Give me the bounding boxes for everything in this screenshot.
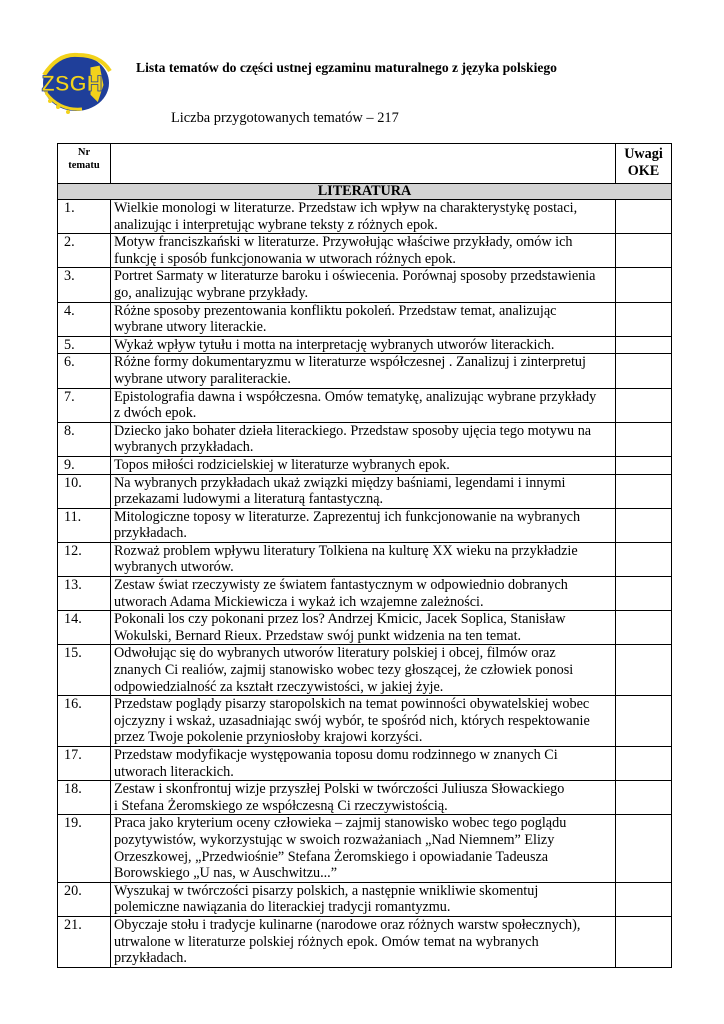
topic-text [111, 645, 616, 696]
table-row [58, 354, 672, 388]
topic-text-line: z dwóch epok. [114, 405, 197, 422]
topic-count: Liczba przygotowanych tematów – 217 [171, 110, 399, 126]
uwagi-cell [616, 611, 672, 645]
uwagi-cell [616, 234, 672, 268]
topic-text [111, 268, 616, 302]
topic-text [111, 577, 616, 611]
topic-text [111, 354, 616, 388]
table-row [58, 815, 672, 882]
table-row [58, 696, 672, 747]
topic-number: 13. [58, 577, 111, 611]
topic-text-line: analizując i interpretując wybrane teksty z różnych epok. [114, 216, 438, 233]
topic-text-line: wybrane utwory literackie. [114, 319, 267, 336]
topic-text-line: Epistolografia dawna i współczesna. Omów tematykę, analizując wybrane przykłady [114, 388, 597, 405]
topic-number: 21. [58, 916, 111, 967]
table-row [58, 542, 672, 576]
topic-text-line: Praca jako kryterium oceny człowieka – zajmij stanowisko wobec tego poglądu [114, 815, 567, 832]
topic-text-line: Wyszukaj w twórczości pisarzy polskich, a następnie wnikliwie skomentuj [114, 882, 539, 899]
uwagi-cell [616, 696, 672, 747]
topic-number: 12. [58, 542, 111, 576]
column-header-nr-line: Nr [77, 147, 91, 158]
table-row [58, 422, 672, 456]
uwagi-cell [616, 747, 672, 781]
table-row [58, 781, 672, 815]
table-row [58, 508, 672, 542]
topic-text-line: przykładach. [114, 525, 187, 542]
table-row [58, 611, 672, 645]
school-logo [38, 45, 114, 119]
topic-text-line: Portret Sarmaty w literaturze baroku i oświecenia. Porównaj sposoby przedstawienia [114, 268, 596, 285]
section-label: LITERATURA [58, 184, 672, 200]
topic-number: 15. [58, 645, 111, 696]
topic-text-line: polemiczne nawiązania do literackiej tradycji romantyzmu. [114, 899, 451, 916]
topic-number: 19. [58, 815, 111, 882]
uwagi-cell [616, 354, 672, 388]
column-header-uwagi-line: OKE [627, 163, 660, 179]
topic-text-line: odpowiedzialność za kształt rzeczywistości, w jakiej żyje. [114, 678, 444, 695]
topic-text-line: Rozważ problem wpływu literatury Tolkiena na kulturę XX wieku na przykładzie [114, 542, 578, 559]
uwagi-cell [616, 542, 672, 576]
uwagi-cell [616, 422, 672, 456]
column-header-nr [58, 144, 111, 184]
uwagi-cell [616, 645, 672, 696]
document-title: Lista tematów do części ustnej egzaminu maturalnego z języka polskiego [136, 60, 557, 75]
topic-text [111, 456, 616, 474]
column-header-nr-line: tematu [68, 160, 100, 171]
topic-text-line: przez Twoje pokolenie przyniosłoby krajowi korzyści. [114, 729, 423, 746]
topic-number: 4. [58, 302, 111, 336]
topic-text [111, 336, 616, 354]
svg-text:ZSGH: ZSGH [41, 71, 103, 96]
topic-text-line: Pokonali los czy pokonani przez los? Andrzej Kmicic, Jacek Soplica, Stanisław [114, 611, 566, 628]
topic-text-line: funkcję i sposób funkcjonowania w utworach różnych epok. [114, 250, 456, 267]
topic-number: 18. [58, 781, 111, 815]
topic-text-line: pozytywistów, wykorzystując w swoich rozważaniach „Nad Niemnem” Elizy [114, 831, 555, 848]
table-row [58, 388, 672, 422]
topic-number: 20. [58, 882, 111, 916]
topic-text-line: Orzeszkowej, „Przedwiośnie” Stefana Żeromskiego i opowiadanie Tadeusza [114, 848, 549, 865]
topic-text [111, 882, 616, 916]
topic-text-line: Zestaw i skonfrontuj wizje przyszłej Polski w twórczości Juliusza Słowackiego [114, 781, 565, 798]
table-row [58, 747, 672, 781]
topic-text [111, 508, 616, 542]
topic-text [111, 474, 616, 508]
column-header-topic [111, 144, 616, 184]
column-header-uwagi [616, 144, 672, 184]
table-row [58, 882, 672, 916]
topic-text-line: go, analizując wybrane przykłady. [114, 284, 309, 301]
topic-text-line: Różne formy dokumentaryzmu w literaturze współczesnej . Zanalizuj i zinterpretuj [114, 354, 586, 371]
topic-text-line: wybrane utwory paraliterackie. [114, 370, 291, 387]
table-row [58, 577, 672, 611]
uwagi-cell [616, 508, 672, 542]
table-row [58, 916, 672, 967]
topic-text [111, 302, 616, 336]
topic-text-line: Różne sposoby prezentowania konfliktu pokoleń. Przedstaw temat, analizując [114, 302, 557, 319]
uwagi-cell [616, 577, 672, 611]
uwagi-cell [616, 388, 672, 422]
topic-text-line: Zestaw świat rzeczywisty ze światem fantastycznym w odpowiednio dobranych [114, 577, 568, 594]
topic-number: 16. [58, 696, 111, 747]
topic-number: 8. [58, 422, 111, 456]
topic-text-line: i Stefana Żeromskiego ze współczesną Ci rzeczywistością. [114, 797, 448, 814]
table-row [58, 200, 672, 234]
topic-text [111, 747, 616, 781]
topic-text-line: wybranych utworów. [114, 559, 234, 576]
table-row [58, 474, 672, 508]
column-header-uwagi-line: Uwagi [624, 146, 663, 162]
topic-text [111, 234, 616, 268]
uwagi-cell [616, 474, 672, 508]
topic-number: 9. [58, 456, 111, 474]
topic-number: 3. [58, 268, 111, 302]
topic-number: 5. [58, 336, 111, 354]
topic-text-line: Na wybranych przykładach ukaż związki między baśniami, legendami i innymi [114, 474, 566, 491]
topic-text-line: przykładach. [114, 950, 187, 967]
uwagi-cell [616, 815, 672, 882]
topic-text-line: ojczyzny i wskaż, uzasadniając swój wybór, te spośród nich, których respektowanie [114, 712, 590, 729]
topic-text [111, 611, 616, 645]
topic-text-line: Obyczaje stołu i tradycje kulinarne (narodowe oraz różnych warstw społecznych), [114, 916, 581, 933]
topics-table [57, 143, 672, 968]
topic-number: 2. [58, 234, 111, 268]
topic-text-line: wybranych przykładach. [114, 439, 254, 456]
topic-text-line: Dziecko jako bohater dzieła literackiego. Przedstaw sposoby ujęcia tego motywu na [114, 422, 592, 439]
topic-text-line: Przedstaw modyfikacje występowania toposu domu rodzinnego w znanych Ci [114, 747, 558, 763]
topic-text-line: Topos miłości rodzicielskiej w literaturze wybranych epok. [114, 456, 450, 473]
table-row [58, 302, 672, 336]
uwagi-cell [616, 336, 672, 354]
topic-number: 11. [58, 508, 111, 542]
uwagi-cell [616, 882, 672, 916]
topic-text-line: znanych Ci realiów, zajmij stanowisko wobec tezy głoszącej, że człowiek ponosi [114, 662, 574, 679]
topic-text [111, 916, 616, 967]
topic-text-line: Borowskiego „U nas, w Auschwitzu...” [114, 865, 338, 882]
table-row [58, 336, 672, 354]
topic-text [111, 388, 616, 422]
table-row [58, 456, 672, 474]
topic-text-line: utworach literackich. [114, 763, 234, 780]
topic-text-line: Wielkie monologi w literaturze. Przedstaw ich wpływ na charakterystykę postaci, [114, 200, 578, 216]
table-row [58, 645, 672, 696]
uwagi-cell [616, 916, 672, 967]
topic-text-line: przekazami ludowymi a literaturą fantastyczną. [114, 491, 384, 508]
uwagi-cell [616, 302, 672, 336]
topic-text-line: Odwołując się do wybranych utworów literatury polskiej i obcej, filmów oraz [114, 645, 556, 662]
topic-number: 7. [58, 388, 111, 422]
topic-text-line: utrwalone w literaturze polskiej różnych epok. Omów temat na wybranych [114, 933, 539, 950]
table-row [58, 234, 672, 268]
topic-number: 17. [58, 747, 111, 781]
topic-text-line: utworach Adama Mickiewicza i wykaż ich wzajemne zależności. [114, 593, 484, 610]
uwagi-cell [616, 781, 672, 815]
topic-text-line: Motyw franciszkański w literaturze. Przywołując właściwe przykłady, omów ich [114, 234, 573, 251]
table-row [58, 268, 672, 302]
topic-text [111, 781, 616, 815]
topic-number: 1. [58, 200, 111, 234]
uwagi-cell [616, 200, 672, 234]
topic-text [111, 696, 616, 747]
topic-text-line: Przedstaw poglądy pisarzy staropolskich na temat powinności obywatelskiej wobec [114, 696, 590, 713]
topic-text-line: Wykaż wpływ tytułu i motta na interpretację wybranych utworów literackich. [114, 336, 555, 353]
uwagi-cell [616, 268, 672, 302]
topic-text [111, 815, 616, 882]
topic-number: 10. [58, 474, 111, 508]
section-row-literatura [58, 184, 672, 200]
topic-number: 6. [58, 354, 111, 388]
topic-text-line: Mitologiczne toposy w literaturze. Zaprezentuj ich funkcjonowanie na wybranych [114, 508, 581, 525]
topic-number: 14. [58, 611, 111, 645]
topic-text [111, 542, 616, 576]
table-header-row [58, 144, 672, 184]
topic-text [111, 200, 616, 234]
topic-text [111, 422, 616, 456]
uwagi-cell [616, 456, 672, 474]
topic-text-line: Wokulski, Bernard Rieux. Przedstaw swój punkt widzenia na ten temat. [114, 627, 522, 644]
